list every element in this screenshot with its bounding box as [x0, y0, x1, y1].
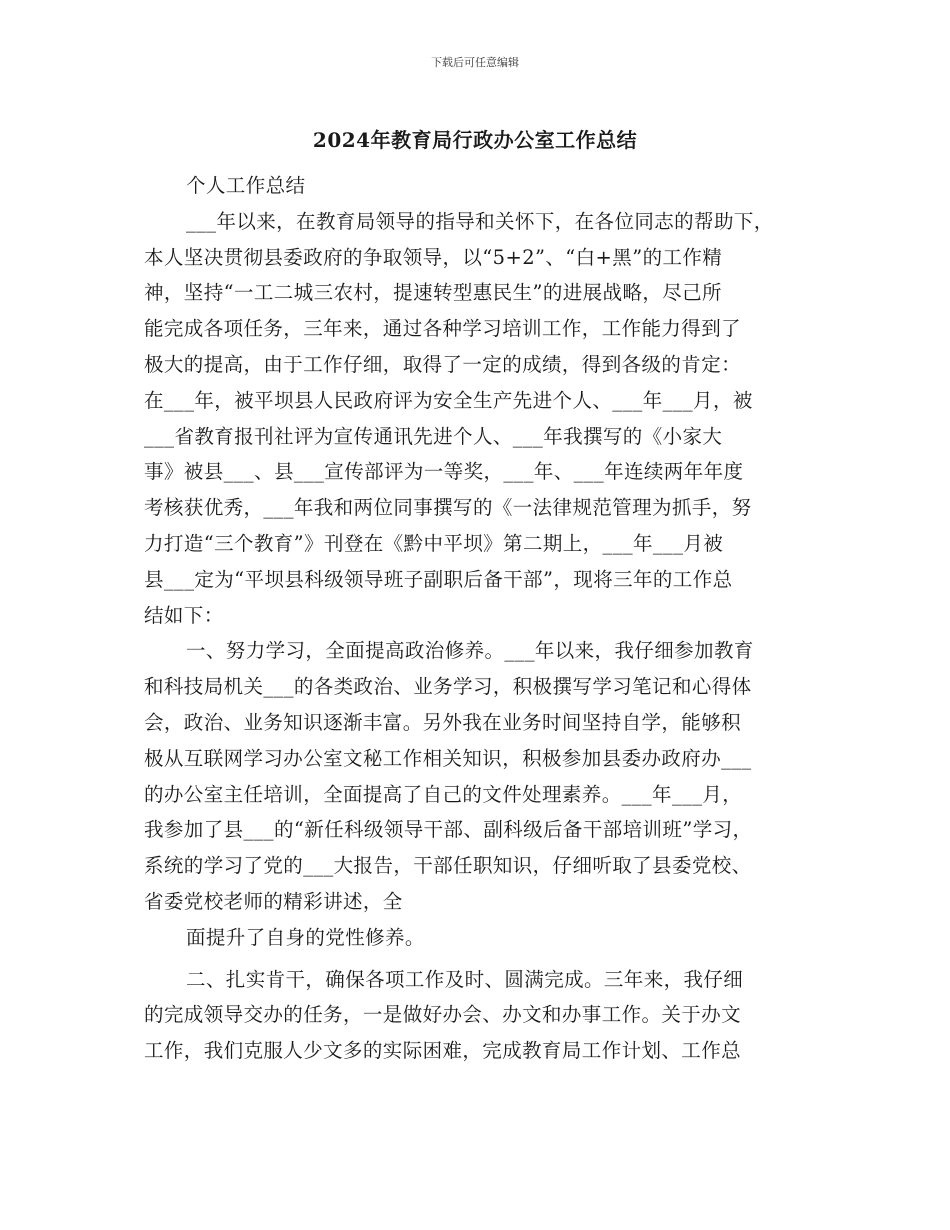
section-heading: 个人工作总结 [186, 174, 306, 197]
text-line: 事》被县___、县___宣传部评为一等奖，___年、___年连续两年年度 [144, 460, 744, 484]
text-line: 极从互联网学习办公室文秘工作相关知识，积极参加县委办政府办___ [144, 746, 752, 770]
text-line: ___年以来，在教育局领导的指导和关怀下，在各位同志的帮助下， [186, 209, 774, 233]
text-line: 的办公室主任培训，全面提高了自己的文件处理素养。___年___月， [144, 782, 743, 806]
text-line: 在___年，被平坝县人民政府评为安全生产先进个人、___年___月，被 [144, 388, 753, 412]
text-line: ___省教育报刊社评为宣传通讯先进个人、___年我撰写的《小家大 [144, 424, 723, 448]
text-line: 力打造“三个教育”》刊登在《黔中平坝》第二期上，___年___月被 [144, 531, 724, 555]
text-line: 本人坚决贯彻县委政府的争取领导，以“5+2”、“白+黑”的工作精 [144, 245, 723, 269]
text-line: 我参加了县___的“新任科级领导干部、副科级后备干部培训班”学习， [144, 818, 753, 842]
text-line: 神，坚持“一工二城三农村，提速转型惠民生”的进展战略，尽己所 [144, 281, 722, 305]
paragraph-2 [144, 633, 812, 919]
text-line: 的完成领导交办的任务，一是做好办会、办文和办事工作。关于办文 [144, 1003, 742, 1027]
document-body [144, 168, 812, 1069]
text-line: 极大的提高，由于工作仔细，取得了一定的成绩，得到各级的肯定： [144, 352, 742, 376]
paragraph-3 [144, 920, 812, 956]
text-line: 能完成各项任务，三年来，通过各种学习培训工作，工作能力得到了 [144, 317, 742, 341]
text-line: 和科技局机关___的各类政治、业务学习，积极撰写学习笔记和心得体 [144, 675, 752, 699]
text-line: 二、扎实肯干，确保各项工作及时、圆满完成。三年来，我仔细 [186, 967, 744, 991]
text-line: 县___定为“平坝县科级领导班子副职后备干部”，现将三年的工作总 [144, 567, 733, 591]
text-line: 工作，我们克服人少文多的实际困难，完成教育局工作计划、工作总 [144, 1039, 742, 1063]
text-line: 省委党校老师的精彩讲述，全 [144, 889, 403, 913]
text-line: 面提升了自身的党性修养。 [186, 925, 425, 949]
document-title: 2024年教育局行政办公室工作总结 [312, 128, 638, 152]
text-line: 会，政治、业务知识逐渐丰富。另外我在业务时间坚持自学，能够积 [144, 710, 742, 734]
header-note: 下载后可任意编辑 [431, 56, 519, 69]
paragraph-4 [144, 962, 812, 1069]
text-line: 系统的学习了党的___大报告，干部任职知识，仔细听取了县委党校、 [144, 854, 752, 878]
text-line: 一、努力学习，全面提高政治修养。___年以来，我仔细参加教育 [186, 639, 754, 663]
text-line: 考核获优秀，___年我和两位同事撰写的《一法律规范管理为抓手，努 [144, 496, 752, 520]
paragraph-1 [144, 204, 812, 634]
text-line: 结如下： [144, 603, 224, 627]
